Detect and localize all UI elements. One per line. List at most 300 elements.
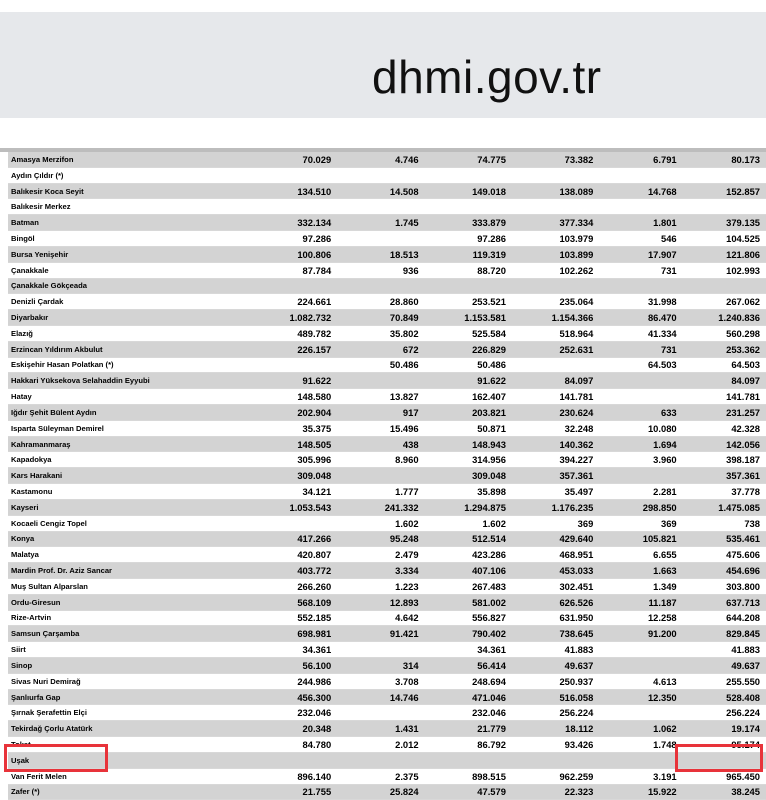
value-cell: 232.046 (425, 705, 512, 721)
value-cell: 56.100 (250, 658, 337, 674)
value-cell: 6.791 (599, 152, 682, 167)
value-cell: 303.800 (683, 578, 766, 594)
value-cell: 138.089 (512, 183, 599, 199)
value-cell: 3.960 (599, 452, 682, 468)
value-cell: 420.807 (250, 547, 337, 563)
value-cell: 18.112 (512, 721, 599, 737)
value-cell: 102.262 (512, 262, 599, 278)
value-cell: 4.613 (599, 673, 682, 689)
value-cell: 252.631 (512, 341, 599, 357)
value-cell: 528.408 (683, 689, 766, 705)
value-cell: 4.746 (337, 152, 424, 167)
value-cell (599, 752, 682, 768)
value-cell (599, 658, 682, 674)
value-cell: 644.208 (683, 610, 766, 626)
value-cell: 256.224 (512, 705, 599, 721)
airport-name-cell: Hatay (8, 389, 250, 405)
value-cell: 896.140 (250, 768, 337, 784)
value-cell: 47.579 (425, 784, 512, 800)
value-cell: 1.349 (599, 578, 682, 594)
value-cell: 91.622 (425, 373, 512, 389)
value-cell (337, 167, 424, 183)
value-cell: 80.173 (683, 152, 766, 167)
value-cell: 250.937 (512, 673, 599, 689)
table-row (8, 167, 766, 183)
value-cell: 256.224 (683, 705, 766, 721)
value-cell (683, 167, 766, 183)
airport-name-cell: Erzincan Yıldırım Akbulut (8, 341, 250, 357)
airport-passenger-table (8, 152, 766, 800)
value-cell (337, 278, 424, 294)
value-cell: 672 (337, 341, 424, 357)
value-cell: 453.033 (512, 563, 599, 579)
value-cell: 1.062 (599, 721, 682, 737)
value-cell: 489.782 (250, 325, 337, 341)
value-cell: 104.525 (683, 231, 766, 247)
airport-name-cell: Batman (8, 215, 250, 231)
value-cell: 962.259 (512, 768, 599, 784)
airport-name-cell: Balıkesir Koca Seyit (8, 183, 250, 199)
value-cell: 42.328 (683, 420, 766, 436)
value-cell: 103.979 (512, 231, 599, 247)
value-cell (250, 199, 337, 215)
table-row (8, 484, 766, 500)
value-cell: 738 (683, 515, 766, 531)
value-cell: 95.174 (683, 737, 766, 753)
value-cell: 379.135 (683, 215, 766, 231)
airport-name-cell: Çanakkale (8, 262, 250, 278)
table-row (8, 658, 766, 674)
value-cell (512, 752, 599, 768)
value-cell: 556.827 (425, 610, 512, 626)
value-cell: 309.048 (250, 468, 337, 484)
airport-name-cell: Mardin Prof. Dr. Aziz Sancar (8, 563, 250, 579)
value-cell: 41.883 (512, 642, 599, 658)
airport-name-cell: Van Ferit Melen (8, 768, 250, 784)
value-cell: 100.806 (250, 246, 337, 262)
value-cell: 369 (599, 515, 682, 531)
value-cell (599, 373, 682, 389)
value-cell: 35.497 (512, 484, 599, 500)
value-cell: 525.584 (425, 325, 512, 341)
value-cell (425, 278, 512, 294)
value-cell: 377.334 (512, 215, 599, 231)
table-row (8, 183, 766, 199)
value-cell: 8.960 (337, 452, 424, 468)
value-cell: 2.375 (337, 768, 424, 784)
value-cell (250, 167, 337, 183)
value-cell (683, 199, 766, 215)
airport-name-cell: Bursa Yenişehir (8, 246, 250, 262)
value-cell: 255.550 (683, 673, 766, 689)
value-cell: 97.286 (250, 231, 337, 247)
value-cell: 86.792 (425, 737, 512, 753)
value-cell: 417.266 (250, 531, 337, 547)
value-cell: 1.053.543 (250, 499, 337, 515)
value-cell: 1.154.366 (512, 310, 599, 326)
value-cell: 91.622 (250, 373, 337, 389)
table-row (8, 626, 766, 642)
value-cell: 738.645 (512, 626, 599, 642)
table-row (8, 199, 766, 215)
value-cell: 10.080 (599, 420, 682, 436)
value-cell: 1.745 (337, 215, 424, 231)
value-cell: 403.772 (250, 563, 337, 579)
value-cell: 475.606 (683, 547, 766, 563)
value-cell: 231.257 (683, 405, 766, 421)
airport-name-cell: Kars Harakani (8, 468, 250, 484)
value-cell: 12.258 (599, 610, 682, 626)
value-cell: 50.486 (425, 357, 512, 373)
airport-name-cell: Tokat (8, 737, 250, 753)
value-cell: 102.993 (683, 262, 766, 278)
value-cell: 1.475.085 (683, 499, 766, 515)
airport-name-cell: Rize-Artvin (8, 610, 250, 626)
table-row (8, 389, 766, 405)
value-cell: 6.655 (599, 547, 682, 563)
value-cell (512, 278, 599, 294)
airport-name-cell: Hakkari Yüksekova Selahaddin Eyyubi (8, 373, 250, 389)
value-cell: 332.134 (250, 215, 337, 231)
value-cell: 314.956 (425, 452, 512, 468)
airport-name-cell: Iğdır Şehit Bülent Aydın (8, 405, 250, 421)
airport-name-cell: Çanakkale Gökçeada (8, 278, 250, 294)
value-cell: 15.496 (337, 420, 424, 436)
value-cell (599, 199, 682, 215)
value-cell: 15.922 (599, 784, 682, 800)
value-cell: 1.223 (337, 578, 424, 594)
airport-name-cell: Konya (8, 531, 250, 547)
value-cell: 141.781 (512, 389, 599, 405)
value-cell (512, 167, 599, 183)
value-cell: 829.845 (683, 626, 766, 642)
value-cell: 18.513 (337, 246, 424, 262)
value-cell (337, 752, 424, 768)
value-cell: 394.227 (512, 452, 599, 468)
site-url[interactable]: dhmi.gov.tr (372, 51, 602, 103)
airport-name-cell: Kahramanmaraş (8, 436, 250, 452)
value-cell: 84.097 (512, 373, 599, 389)
value-cell (337, 199, 424, 215)
value-cell: 22.323 (512, 784, 599, 800)
table-row (8, 373, 766, 389)
airport-name-cell: Şırnak Şerafettin Elçi (8, 705, 250, 721)
value-cell: 1.602 (337, 515, 424, 531)
airport-name-cell: Isparta Süleyman Demirel (8, 420, 250, 436)
table-row (8, 610, 766, 626)
value-cell: 37.778 (683, 484, 766, 500)
value-cell: 3.334 (337, 563, 424, 579)
value-cell (512, 357, 599, 373)
value-cell: 516.058 (512, 689, 599, 705)
value-cell: 11.187 (599, 594, 682, 610)
value-cell: 1.153.581 (425, 310, 512, 326)
table-row (8, 705, 766, 721)
table-row (8, 468, 766, 484)
value-cell: 731 (599, 341, 682, 357)
value-cell: 1.294.875 (425, 499, 512, 515)
value-cell: 2.281 (599, 484, 682, 500)
value-cell (425, 167, 512, 183)
value-cell: 1.431 (337, 721, 424, 737)
table-row (8, 752, 766, 768)
table-row (8, 294, 766, 310)
airport-name-cell: Malatya (8, 547, 250, 563)
value-cell: 917 (337, 405, 424, 421)
value-cell: 241.332 (337, 499, 424, 515)
value-cell: 230.624 (512, 405, 599, 421)
value-cell (250, 357, 337, 373)
value-cell: 369 (512, 515, 599, 531)
value-cell: 41.334 (599, 325, 682, 341)
airport-name-cell: Ordu-Giresun (8, 594, 250, 610)
table-row (8, 594, 766, 610)
table-row (8, 310, 766, 326)
value-cell: 49.637 (512, 658, 599, 674)
value-cell: 32.248 (512, 420, 599, 436)
value-cell (599, 468, 682, 484)
value-cell: 34.361 (250, 642, 337, 658)
value-cell (337, 468, 424, 484)
table-row (8, 405, 766, 421)
value-cell: 2.012 (337, 737, 424, 753)
value-cell: 148.943 (425, 436, 512, 452)
value-cell: 91.200 (599, 626, 682, 642)
value-cell: 226.157 (250, 341, 337, 357)
value-cell: 142.056 (683, 436, 766, 452)
airport-name-cell: Sivas Nuri Demirağ (8, 673, 250, 689)
value-cell: 333.879 (425, 215, 512, 231)
value-cell: 546 (599, 231, 682, 247)
value-cell: 87.784 (250, 262, 337, 278)
value-cell (599, 389, 682, 405)
value-cell: 74.775 (425, 152, 512, 167)
airport-name-cell: Balıkesir Merkez (8, 199, 250, 215)
value-cell (337, 373, 424, 389)
value-cell: 56.414 (425, 658, 512, 674)
value-cell: 790.402 (425, 626, 512, 642)
value-cell: 12.350 (599, 689, 682, 705)
value-cell: 93.426 (512, 737, 599, 753)
value-cell: 50.871 (425, 420, 512, 436)
airport-name-cell: Kapadokya (8, 452, 250, 468)
value-cell: 95.248 (337, 531, 424, 547)
value-cell: 731 (599, 262, 682, 278)
value-cell: 305.996 (250, 452, 337, 468)
airport-name-cell: Siirt (8, 642, 250, 658)
value-cell: 21.779 (425, 721, 512, 737)
table-row (8, 262, 766, 278)
value-cell: 140.362 (512, 436, 599, 452)
value-cell: 357.361 (512, 468, 599, 484)
airport-name-cell: Uşak (8, 752, 250, 768)
value-cell: 148.580 (250, 389, 337, 405)
value-cell (250, 278, 337, 294)
value-cell: 456.300 (250, 689, 337, 705)
table-row (8, 499, 766, 515)
value-cell: 162.407 (425, 389, 512, 405)
airport-name-cell: Tekirdağ Çorlu Atatürk (8, 721, 250, 737)
value-cell: 103.899 (512, 246, 599, 262)
table-row (8, 642, 766, 658)
value-cell: 235.064 (512, 294, 599, 310)
value-cell: 512.514 (425, 531, 512, 547)
value-cell: 1.176.235 (512, 499, 599, 515)
airport-name-cell: Sinop (8, 658, 250, 674)
value-cell: 253.521 (425, 294, 512, 310)
value-cell: 568.109 (250, 594, 337, 610)
airport-name-cell: Kocaeli Cengiz Topel (8, 515, 250, 531)
value-cell: 84.780 (250, 737, 337, 753)
value-cell (337, 642, 424, 658)
value-cell: 35.375 (250, 420, 337, 436)
airport-name-cell: Samsun Çarşamba (8, 626, 250, 642)
value-cell (337, 705, 424, 721)
value-cell: 203.821 (425, 405, 512, 421)
value-cell: 50.486 (337, 357, 424, 373)
value-cell: 224.661 (250, 294, 337, 310)
value-cell: 626.526 (512, 594, 599, 610)
value-cell: 31.998 (599, 294, 682, 310)
table-row (8, 784, 766, 800)
value-cell (599, 642, 682, 658)
value-cell: 35.802 (337, 325, 424, 341)
value-cell: 134.510 (250, 183, 337, 199)
airport-name-cell: Şanlıurfa Gap (8, 689, 250, 705)
airport-name-cell: Elazığ (8, 325, 250, 341)
value-cell: 73.382 (512, 152, 599, 167)
value-cell: 1.777 (337, 484, 424, 500)
value-cell: 581.002 (425, 594, 512, 610)
value-cell: 41.883 (683, 642, 766, 658)
value-cell: 471.046 (425, 689, 512, 705)
value-cell: 64.503 (683, 357, 766, 373)
value-cell: 429.640 (512, 531, 599, 547)
value-cell: 84.097 (683, 373, 766, 389)
value-cell (599, 705, 682, 721)
value-cell: 119.319 (425, 246, 512, 262)
value-cell: 398.187 (683, 452, 766, 468)
table-row (8, 689, 766, 705)
value-cell: 298.850 (599, 499, 682, 515)
value-cell: 21.755 (250, 784, 337, 800)
airport-name-cell: Amasya Merzifon (8, 152, 250, 167)
value-cell: 633 (599, 405, 682, 421)
value-cell: 3.708 (337, 673, 424, 689)
value-cell: 2.479 (337, 547, 424, 563)
value-cell: 1.748 (599, 737, 682, 753)
value-cell (512, 199, 599, 215)
table-row (8, 231, 766, 247)
table-row (8, 563, 766, 579)
value-cell: 357.361 (683, 468, 766, 484)
value-cell: 28.860 (337, 294, 424, 310)
value-cell: 121.806 (683, 246, 766, 262)
table-row (8, 721, 766, 737)
value-cell: 20.348 (250, 721, 337, 737)
value-cell: 438 (337, 436, 424, 452)
value-cell (425, 752, 512, 768)
table-row (8, 152, 766, 167)
value-cell: 1.240.836 (683, 310, 766, 326)
value-cell: 898.515 (425, 768, 512, 784)
value-cell: 49.637 (683, 658, 766, 674)
table-row (8, 341, 766, 357)
value-cell: 14.508 (337, 183, 424, 199)
value-cell: 64.503 (599, 357, 682, 373)
table-row (8, 325, 766, 341)
table-row (8, 768, 766, 784)
airport-name-cell: Muş Sultan Alparslan (8, 578, 250, 594)
value-cell (683, 278, 766, 294)
value-cell (337, 231, 424, 247)
value-cell: 1.602 (425, 515, 512, 531)
value-cell: 936 (337, 262, 424, 278)
value-cell (599, 278, 682, 294)
airport-name-cell: Aydın Çıldır (*) (8, 167, 250, 183)
value-cell (425, 199, 512, 215)
value-cell: 226.829 (425, 341, 512, 357)
value-cell: 267.483 (425, 578, 512, 594)
value-cell: 38.245 (683, 784, 766, 800)
value-cell: 19.174 (683, 721, 766, 737)
url-banner (0, 12, 766, 118)
table-row (8, 515, 766, 531)
highlight-box-zafer-total (675, 744, 763, 772)
value-cell: 70.029 (250, 152, 337, 167)
value-cell: 149.018 (425, 183, 512, 199)
value-cell: 407.106 (425, 563, 512, 579)
value-cell: 86.470 (599, 310, 682, 326)
value-cell: 70.849 (337, 310, 424, 326)
table-row (8, 547, 766, 563)
statistics-sheet (0, 148, 766, 798)
airport-name-cell: Zafer (*) (8, 784, 250, 800)
highlight-box-zafer-name (4, 744, 108, 772)
value-cell: 309.048 (425, 468, 512, 484)
table-row (8, 246, 766, 262)
value-cell: 1.694 (599, 436, 682, 452)
value-cell: 314 (337, 658, 424, 674)
table-row (8, 531, 766, 547)
value-cell: 1.801 (599, 215, 682, 231)
value-cell: 560.298 (683, 325, 766, 341)
value-cell: 12.893 (337, 594, 424, 610)
value-cell: 202.904 (250, 405, 337, 421)
value-cell: 535.461 (683, 531, 766, 547)
table-row (8, 357, 766, 373)
value-cell: 518.964 (512, 325, 599, 341)
value-cell: 3.191 (599, 768, 682, 784)
airport-name-cell: Eskişehir Hasan Polatkan (*) (8, 357, 250, 373)
value-cell: 148.505 (250, 436, 337, 452)
value-cell: 88.720 (425, 262, 512, 278)
value-cell: 35.898 (425, 484, 512, 500)
value-cell: 13.827 (337, 389, 424, 405)
table-row (8, 420, 766, 436)
value-cell: 248.694 (425, 673, 512, 689)
value-cell: 97.286 (425, 231, 512, 247)
value-cell: 152.857 (683, 183, 766, 199)
value-cell: 1.082.732 (250, 310, 337, 326)
value-cell: 698.981 (250, 626, 337, 642)
table-row (8, 436, 766, 452)
value-cell: 4.642 (337, 610, 424, 626)
airport-name-cell: Denizli Çardak (8, 294, 250, 310)
table-row (8, 215, 766, 231)
value-cell: 253.362 (683, 341, 766, 357)
airport-name-cell: Bingöl (8, 231, 250, 247)
